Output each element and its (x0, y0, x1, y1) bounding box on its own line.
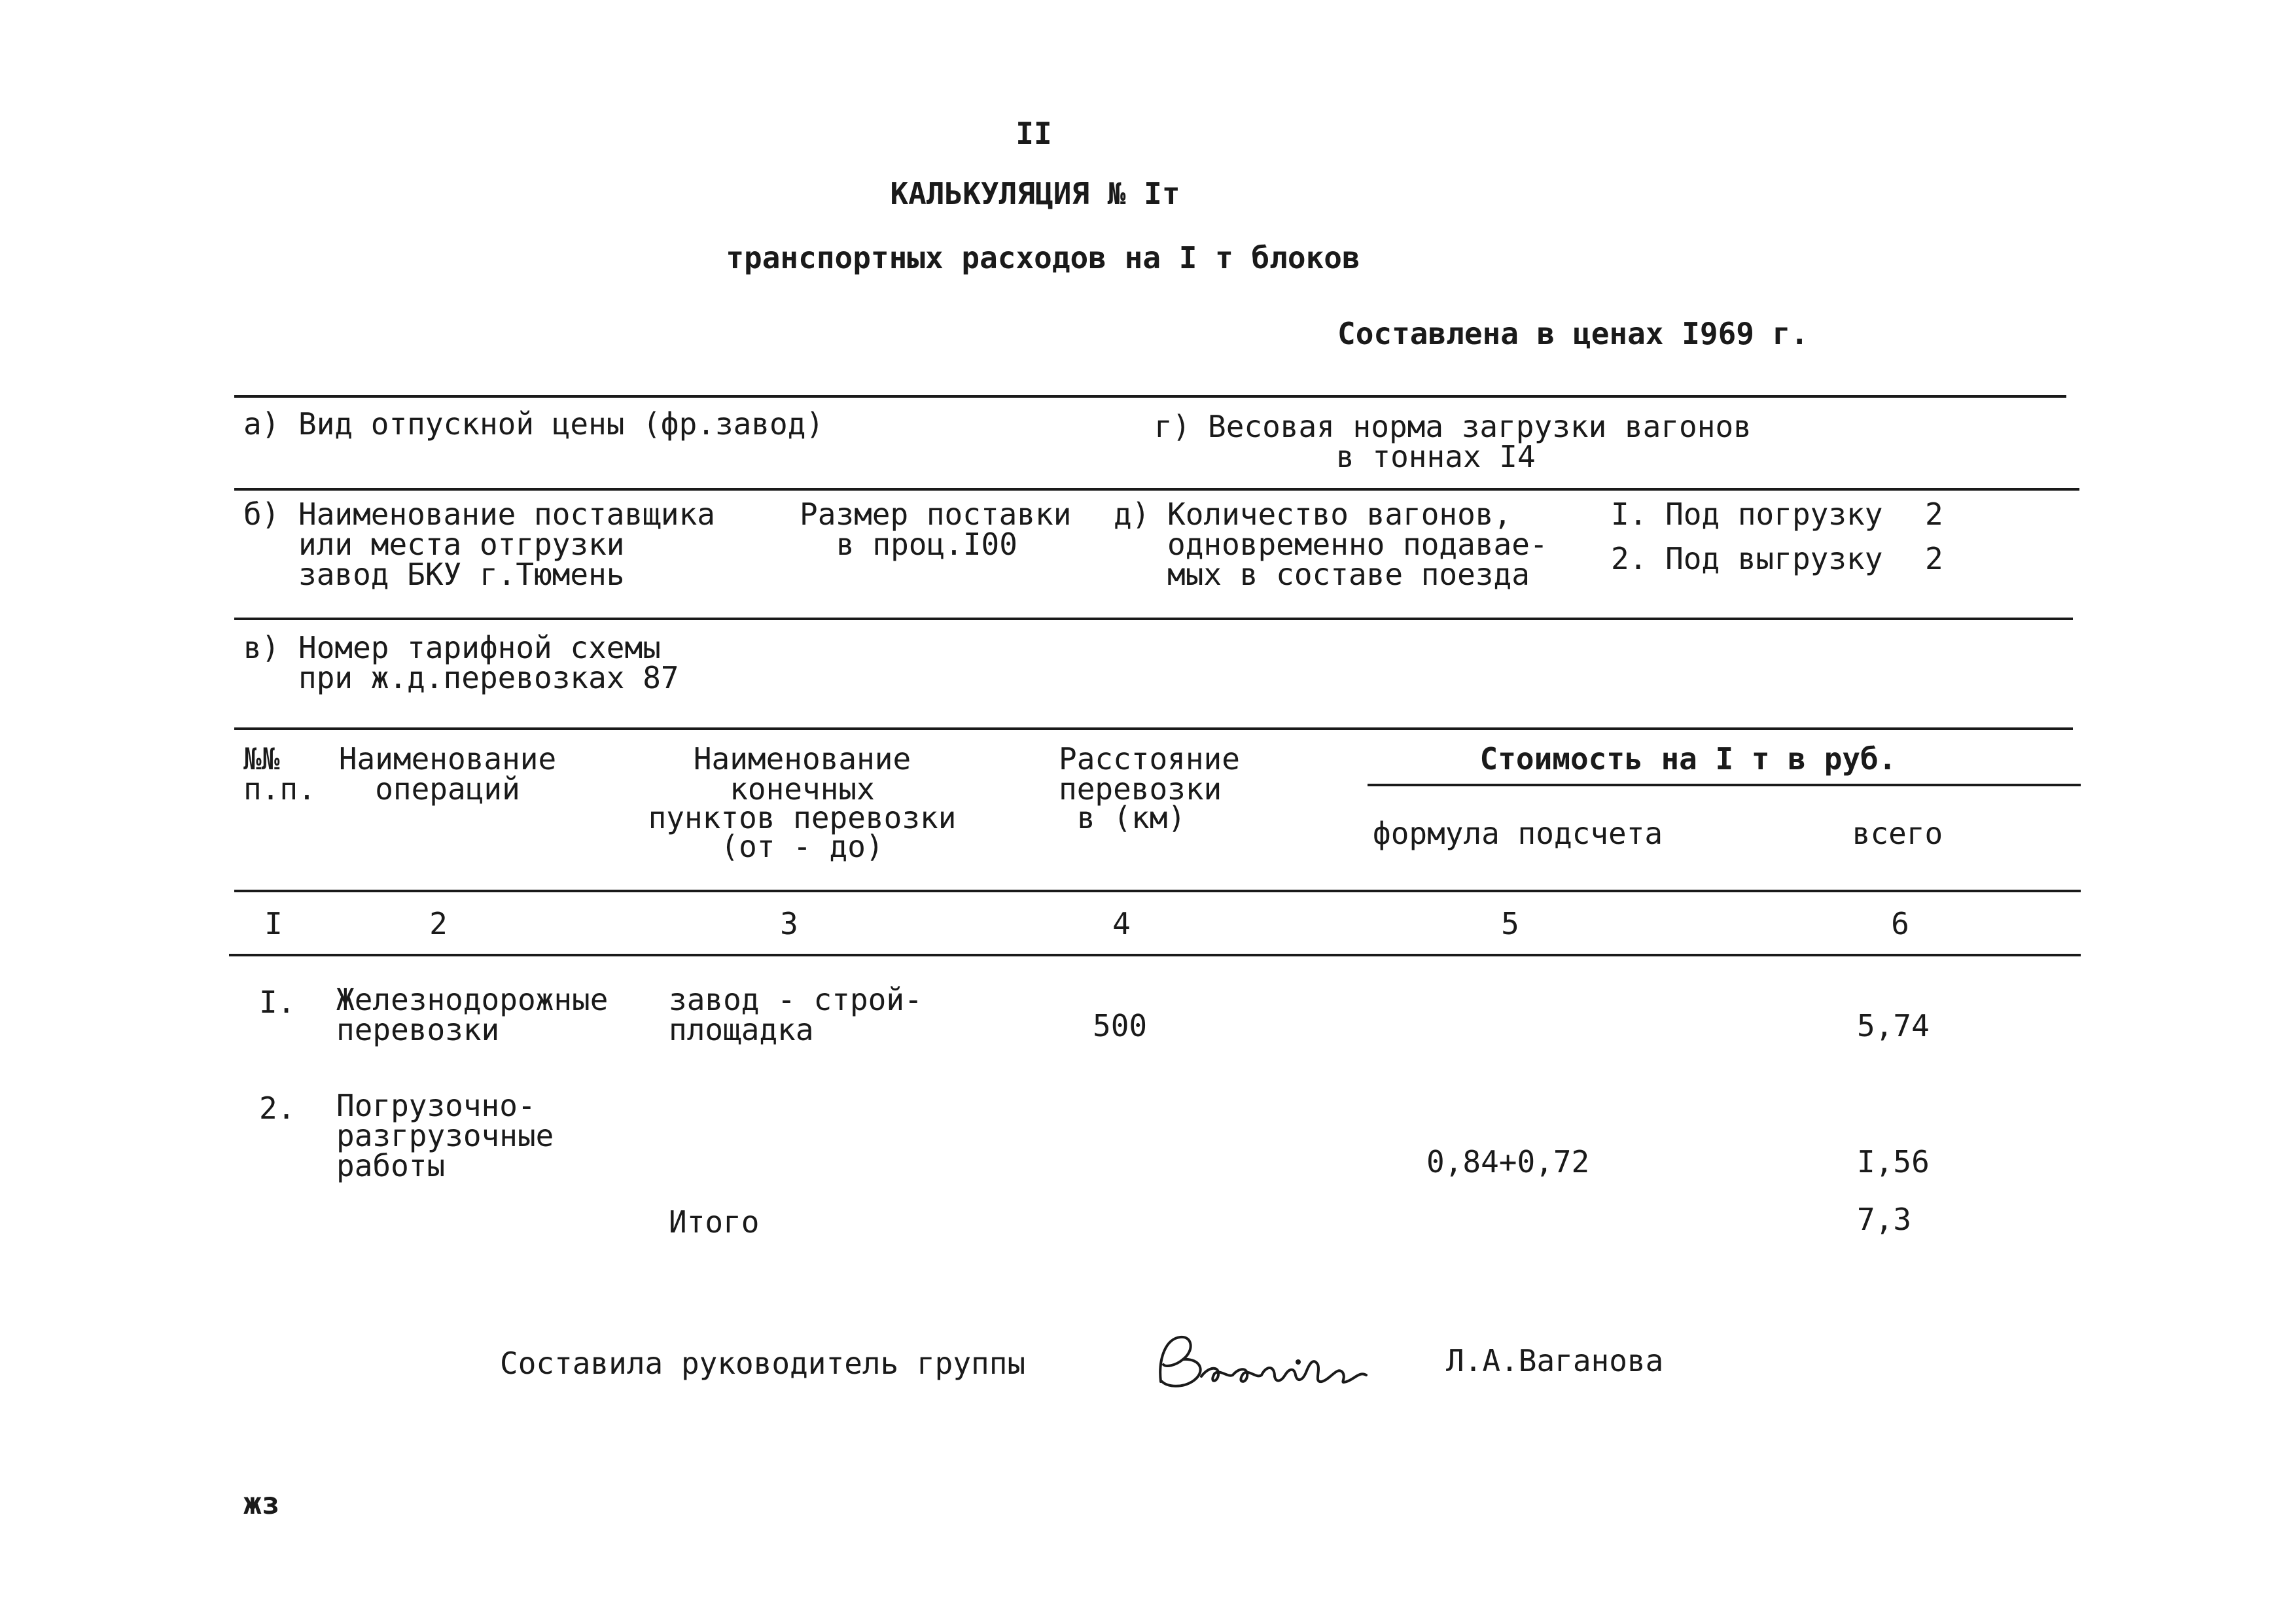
divider-6 (229, 954, 2081, 956)
divider-cost-header (1368, 784, 2081, 786)
row-2-total: I,56 (1857, 1144, 1930, 1179)
header-points-line2: конечных (730, 771, 875, 807)
row-2-num: 2. (259, 1091, 296, 1126)
header-points-line4: (от - до) (720, 829, 884, 864)
sum-label: Итого (669, 1204, 760, 1240)
field-d-load: I. Под погрузку (1611, 497, 1883, 532)
signature-label: Составила руководитель группы (500, 1346, 1026, 1381)
document-subtitle: транспортных расходов на I т блоков (726, 240, 1360, 275)
divider-4 (234, 727, 2073, 730)
divider-3 (234, 618, 2073, 620)
row-2-operation-line1: Погрузочно- (336, 1088, 536, 1123)
size-line2: в проц.I00 (836, 527, 1017, 562)
field-d-load-value: 2 (1925, 497, 1943, 532)
field-d-marker: д) (1114, 497, 1150, 532)
header-distance-line1: Расстояние (1059, 741, 1240, 777)
prices-note: Составлена в ценах I969 г. (1337, 316, 1809, 351)
column-number-2: 2 (429, 906, 448, 941)
header-formula: формула подсчета (1373, 816, 1663, 851)
column-number-1: I (264, 906, 283, 941)
field-g-line2: в тоннах I4 (1336, 439, 1536, 474)
row-1-operation-line2: перевозки (336, 1012, 500, 1047)
field-d-unload-value: 2 (1925, 541, 1943, 576)
field-a-text: Вид отпускной цены (фр.завод) (298, 406, 824, 442)
column-number-4: 4 (1112, 906, 1131, 941)
header-points-line1: Наименование (693, 741, 911, 777)
header-total: всего (1852, 816, 1943, 851)
field-g-marker: г) (1154, 409, 1191, 444)
divider-top (234, 395, 2066, 398)
handwritten-signature (1146, 1319, 1382, 1404)
field-v-line1: Номер тарифной схемы (298, 630, 661, 665)
divider-5 (234, 890, 2081, 892)
page-number: II (1016, 116, 1052, 151)
column-number-5: 5 (1501, 906, 1519, 941)
signer-name: Л.А.Ваганова (1446, 1343, 1664, 1378)
field-d-line3: мых в составе поезда (1167, 557, 1530, 592)
field-v-marker: в) (243, 630, 280, 665)
field-b-line2: или места отгрузки (298, 527, 625, 562)
header-operation-line1: Наименование (338, 741, 557, 777)
header-cost: Стоимость на I т в руб. (1479, 741, 1897, 777)
field-d-unload: 2. Под выгрузку (1611, 541, 1883, 576)
field-v-line2: при ж.д.перевозках 87 (298, 660, 679, 695)
row-1-operation-line1: Железнодорожные (336, 982, 609, 1017)
column-number-6: 6 (1891, 906, 1909, 941)
header-distance-line3: в (км) (1077, 800, 1186, 835)
document-title: КАЛЬКУЛЯЦИЯ № Iт (890, 176, 1180, 211)
header-num-line1: №№ (243, 741, 280, 777)
header-distance-line2: перевозки (1059, 771, 1222, 807)
row-1-distance: 500 (1093, 1008, 1148, 1043)
field-d-line2: одновременно подавае- (1167, 527, 1548, 562)
row-1-total: 5,74 (1857, 1008, 1930, 1043)
row-2-operation-line3: работы (336, 1148, 446, 1183)
field-b-line3: завод БКУ г.Тюмень (298, 557, 625, 592)
field-b-marker: б) (243, 497, 280, 532)
row-1-points-line2: площадка (669, 1012, 814, 1047)
footer-mark: жз (243, 1486, 280, 1521)
row-2-formula: 0,84+0,72 (1426, 1144, 1590, 1179)
row-2-operation-line2: разгрузочные (336, 1118, 554, 1153)
divider-2 (234, 488, 2079, 491)
header-num-line2: п.п. (243, 771, 316, 807)
field-b-line1: Наименование поставщика (298, 497, 715, 532)
field-g-line1: Весовая норма загрузки вагонов (1208, 409, 1752, 444)
header-points-line3: пунктов перевозки (648, 800, 957, 835)
row-1-points-line1: завод - строй- (669, 982, 923, 1017)
header-operation-line2: операций (375, 771, 520, 807)
field-a-marker: а) (243, 406, 280, 442)
column-number-3: 3 (780, 906, 798, 941)
field-d-line1: Количество вагонов, (1167, 497, 1512, 532)
row-1-num: I. (259, 985, 296, 1020)
sum-value: 7,3 (1857, 1202, 1912, 1237)
size-line1: Размер поставки (800, 497, 1072, 532)
